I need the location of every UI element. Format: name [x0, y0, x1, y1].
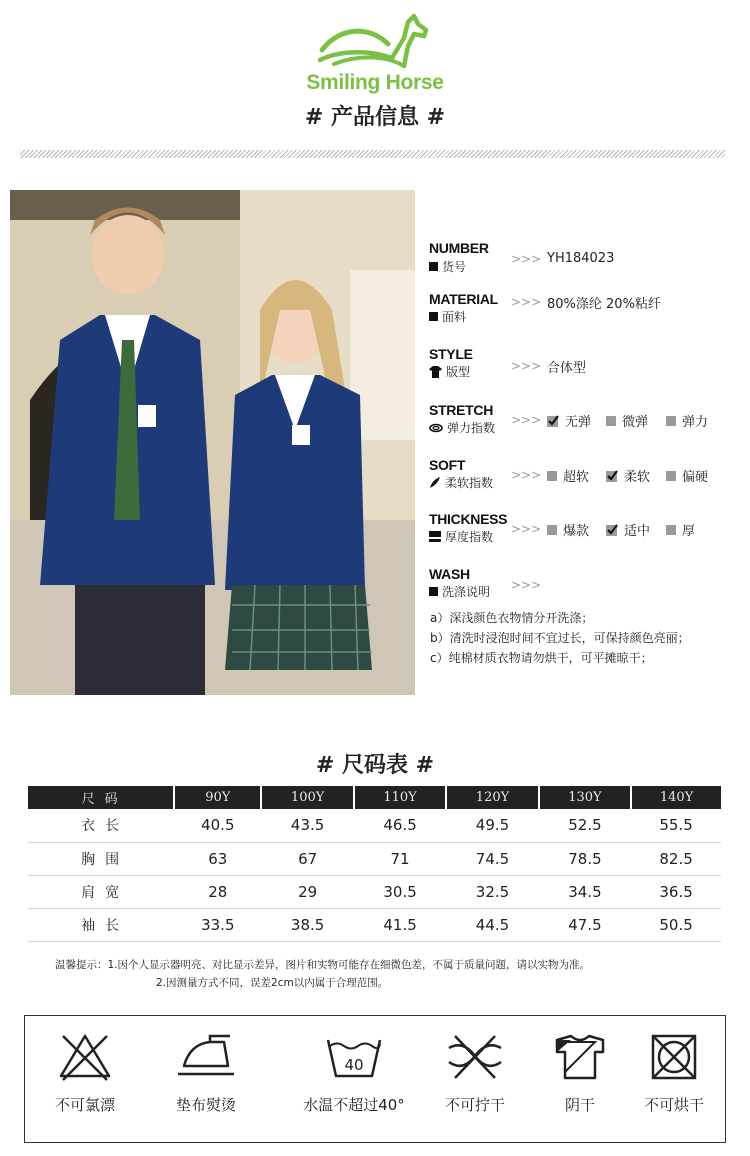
- header-label: 尺码: [28, 786, 174, 809]
- care-label: 垫布熨烫: [175, 1096, 236, 1114]
- table-cell: 41.5: [354, 908, 446, 941]
- number-label-en: NUMBER: [429, 240, 489, 256]
- table-cell: 55.5: [631, 809, 721, 842]
- wash-instruction-a: a）深浅颜色衣物情分开洗涤；: [430, 611, 594, 625]
- material-label-cn: 面料: [429, 308, 466, 325]
- size-column: 100Y: [261, 786, 353, 809]
- care-label: 不可烘干: [643, 1096, 704, 1114]
- arrow-separator: >>>: [511, 413, 542, 427]
- row-label: 衣长: [28, 809, 174, 842]
- care-instructions: [24, 1015, 726, 1143]
- soft-option-soft: 柔软: [606, 466, 650, 485]
- care-label: 不可拧干: [444, 1096, 505, 1114]
- style-label-en: STYLE: [429, 346, 473, 362]
- thickness-option-hot: 爆款: [547, 520, 589, 539]
- table-cell: 43.5: [261, 809, 353, 842]
- size-table-header: [28, 786, 721, 809]
- table-cell: 32.5: [446, 875, 538, 908]
- size-column: 110Y: [354, 786, 446, 809]
- table-cell: 38.5: [261, 908, 353, 941]
- thickness-label-cn: 厚度指数: [429, 528, 493, 545]
- stretch-option-slight: 微弹: [606, 411, 648, 430]
- wash-label-cn: 洗涤说明: [429, 583, 490, 600]
- row-label: 胸围: [28, 842, 174, 875]
- table-row: [28, 809, 721, 842]
- checkmark-icon: [547, 415, 559, 427]
- shirt-icon: [429, 366, 442, 378]
- care-label: 阴干: [564, 1096, 595, 1114]
- wash-label-en: WASH: [429, 566, 470, 582]
- table-cell: 52.5: [539, 809, 631, 842]
- arrow-separator: >>>: [511, 522, 542, 536]
- table-cell: 30.5: [354, 875, 446, 908]
- care-label: 水温不超过40°: [303, 1096, 405, 1114]
- stretch-option-none: 无弹: [547, 411, 591, 430]
- table-cell: 67: [261, 842, 353, 875]
- stretch-option-elastic: 弹力: [666, 411, 708, 430]
- care-item: [279, 1032, 429, 1115]
- arrow-separator: >>>: [511, 252, 542, 266]
- stretch-icon: [429, 423, 443, 433]
- table-cell: 33.5: [174, 908, 261, 941]
- wash-40-icon: [324, 1032, 384, 1082]
- size-chart-title: # 尺码表 #: [315, 753, 435, 778]
- feather-icon: [429, 476, 441, 489]
- style-value: 合体型: [547, 361, 587, 376]
- shade-dry-icon: [553, 1032, 607, 1082]
- table-cell: 82.5: [631, 842, 721, 875]
- care-item: [25, 1032, 145, 1115]
- row-label: 肩宽: [28, 875, 174, 908]
- horse-icon: [300, 8, 450, 78]
- soft-option-super: 超软: [547, 466, 589, 485]
- square-bullet-icon: [429, 312, 438, 321]
- checkmark-icon: [606, 470, 618, 482]
- arrow-separator: >>>: [511, 295, 542, 309]
- table-cell: 47.5: [539, 908, 631, 941]
- row-label: 袖长: [28, 908, 174, 941]
- size-column: 130Y: [539, 786, 631, 809]
- svg-text:40: 40: [344, 1056, 364, 1074]
- table-cell: 63: [174, 842, 261, 875]
- brand-name: Smiling Horse: [306, 71, 444, 94]
- wash-instruction-b: b）清洗时浸泡时间不宜过长，可保持颜色亮丽；: [430, 631, 690, 645]
- wash-instruction-c: c）纯棉材质衣物请勿烘干，可平摊晾干；: [430, 651, 653, 665]
- table-cell: 71: [354, 842, 446, 875]
- table-cell: 78.5: [539, 842, 631, 875]
- table-cell: 44.5: [446, 908, 538, 941]
- table-row: [28, 875, 721, 908]
- tip-line-1: 温馨提示：1.因个人显示器明亮、对比显示差异，图片和实物可能存在细微色差，不属于质量问题，请以实物为准。: [55, 959, 591, 971]
- iron-with-cloth-icon: [174, 1032, 238, 1082]
- no-wring-icon: [443, 1032, 507, 1082]
- number-label-cn: 货号: [429, 258, 466, 275]
- table-row: [28, 842, 721, 875]
- soft-option-hard: 偏硬: [666, 466, 708, 485]
- table-cell: 46.5: [354, 809, 446, 842]
- arrow-separator: >>>: [511, 468, 542, 482]
- table-row: [28, 908, 721, 941]
- size-column: 90Y: [174, 786, 261, 809]
- table-cell: 50.5: [631, 908, 721, 941]
- style-label-cn: 版型: [429, 363, 470, 380]
- product-photo: [10, 190, 415, 695]
- soft-label-en: SOFT: [429, 457, 466, 473]
- tip-line-2: 2.因测量方式不同，误差2cm以内属于合理范围。: [156, 977, 389, 989]
- no-bleach-icon: [57, 1032, 113, 1082]
- table-cell: 29: [261, 875, 353, 908]
- size-column: 140Y: [631, 786, 721, 809]
- stretch-label-cn: 弹力指数: [429, 419, 495, 436]
- square-bullet-icon: [429, 262, 438, 271]
- thickness-label-en: THICKNESS: [429, 511, 508, 527]
- arrow-separator: >>>: [511, 578, 542, 592]
- brand-logo: [300, 8, 450, 98]
- care-item: [415, 1032, 535, 1115]
- size-column: 120Y: [446, 786, 538, 809]
- table-cell: 74.5: [446, 842, 538, 875]
- square-bullet-icon: [429, 587, 438, 596]
- divider: [20, 150, 725, 158]
- table-cell: 40.5: [174, 809, 261, 842]
- size-table: [28, 786, 721, 942]
- thickness-option-thick: 厚: [666, 520, 695, 539]
- no-tumble-dry-icon: [649, 1032, 699, 1082]
- stretch-label-en: STRETCH: [429, 402, 494, 418]
- material-label-en: MATERIAL: [429, 291, 498, 307]
- care-item: [146, 1032, 266, 1115]
- care-label: 不可氯漂: [54, 1096, 115, 1114]
- care-item: [614, 1032, 734, 1115]
- material-value: 80%涤纶 20%粘纤: [547, 297, 661, 312]
- thickness-option-medium: 适中: [606, 520, 650, 539]
- number-value: YH184023: [547, 251, 615, 266]
- arrow-separator: >>>: [511, 359, 542, 373]
- table-cell: 28: [174, 875, 261, 908]
- table-cell: 36.5: [631, 875, 721, 908]
- checkmark-icon: [606, 524, 618, 536]
- table-cell: 49.5: [446, 809, 538, 842]
- table-cell: 34.5: [539, 875, 631, 908]
- product-info-title: # 产品信息 #: [304, 105, 446, 130]
- layers-icon: [429, 531, 441, 542]
- soft-label-cn: 柔软指数: [429, 474, 493, 491]
